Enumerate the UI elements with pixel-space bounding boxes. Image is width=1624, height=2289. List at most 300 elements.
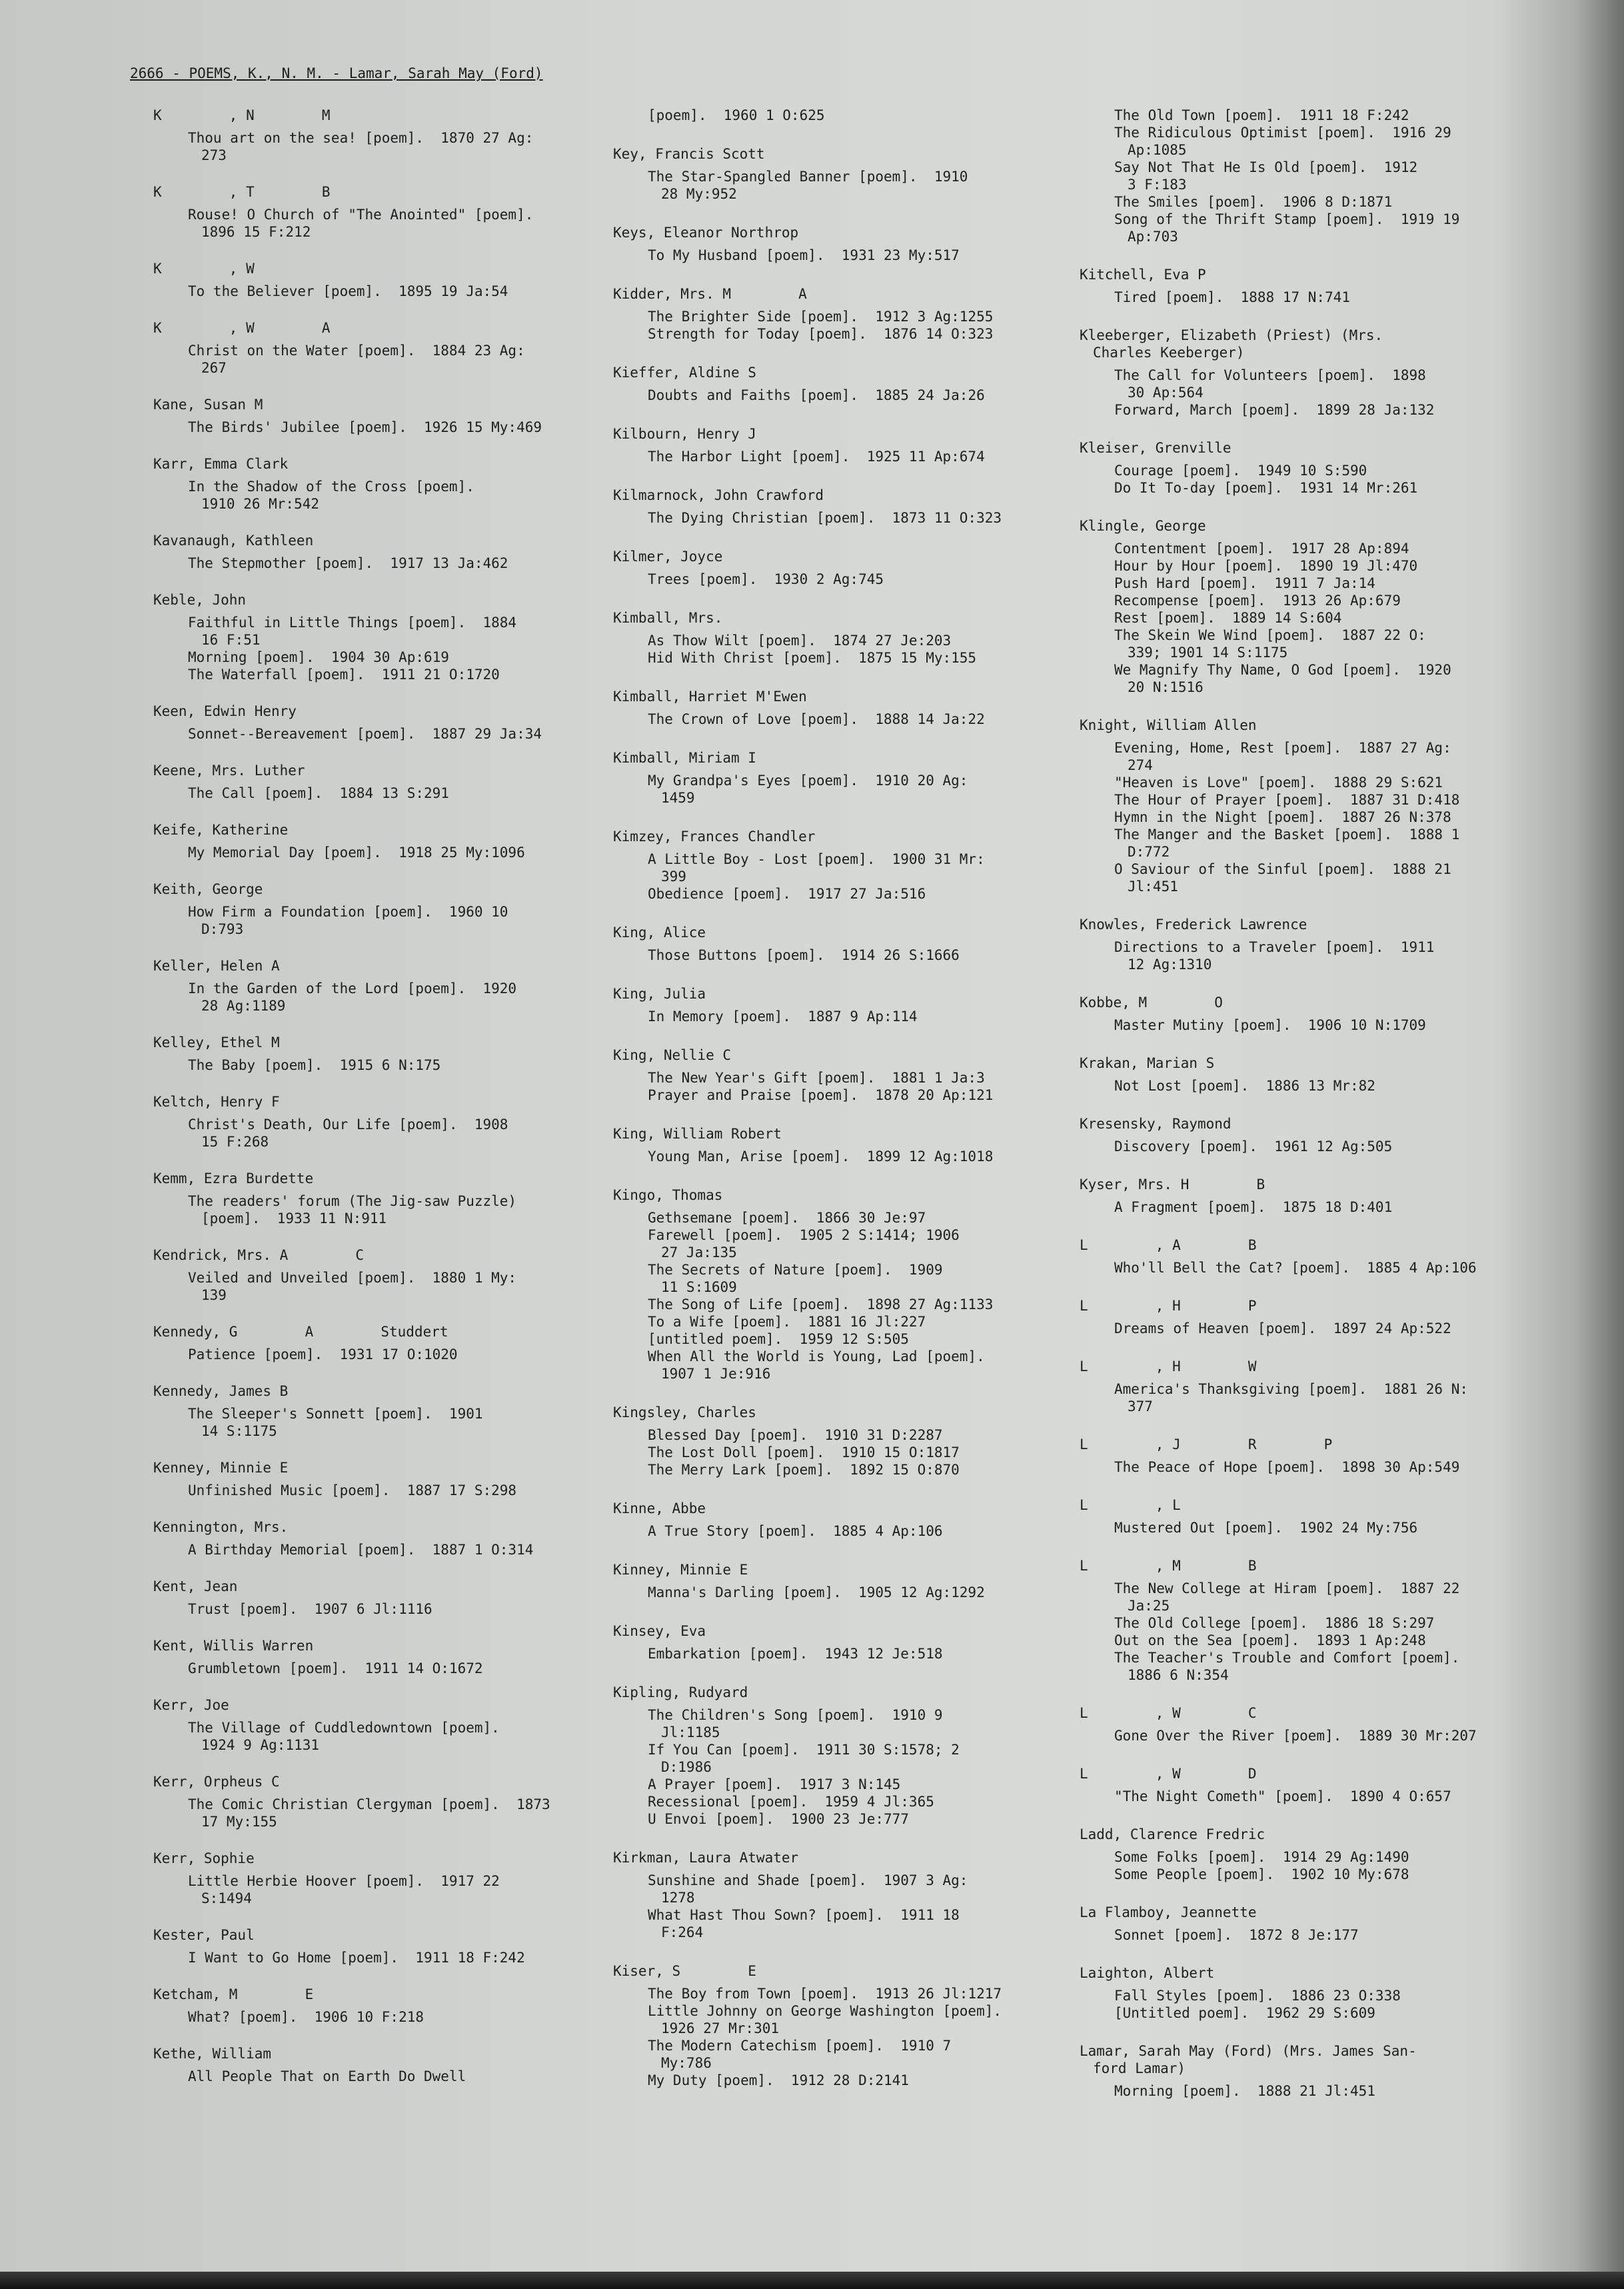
index-entry: [1080, 1115, 1546, 1155]
index-entry: [153, 1246, 573, 1304]
work-citation: [648, 1444, 1066, 1461]
author-name: [1080, 1055, 1546, 1072]
work-citation: [188, 1719, 573, 1754]
line: Christ's Death, Our Life [poem]. 1908: [188, 1117, 508, 1133]
index-entry: [1080, 2042, 1546, 2100]
index-entry: [153, 1637, 573, 1677]
line: K , T B: [153, 184, 331, 200]
line: In the Shadow of the Cross [poem].: [188, 479, 474, 495]
line: Out on the Sea [poem]. 1893 1 Ap:248: [1114, 1632, 1426, 1648]
line: Fall Styles [poem]. 1886 23 O:338: [1114, 1988, 1401, 2004]
line: The Children's Song [poem]. 1910 9: [648, 1707, 943, 1723]
author-name: [153, 1459, 573, 1476]
continued-line: D:793: [201, 921, 244, 937]
work-citation: [188, 419, 573, 436]
author-name: [613, 1404, 1066, 1421]
author-name: [1080, 439, 1546, 457]
index-entry: [153, 107, 573, 164]
work-citation: [648, 1426, 1066, 1444]
index-entry: [1080, 327, 1546, 419]
work-citation: [648, 1793, 1066, 1810]
work-citation: [1114, 1519, 1546, 1536]
line: Kitchell, Eva P: [1080, 267, 1206, 283]
line: Grumbletown [poem]. 1911 14 O:1672: [188, 1660, 483, 1676]
line: The Harbor Light [poem]. 1925 11 Ap:674: [648, 449, 985, 465]
work-citation: [648, 649, 1066, 667]
line: Kerr, Orpheus C: [153, 1774, 280, 1790]
work-citation: [1114, 609, 1546, 627]
line: Kimball, Mrs.: [613, 610, 723, 626]
work-citation: [188, 649, 573, 666]
line: Kidder, Mrs. M A: [613, 286, 807, 302]
line: Christ on the Water [poem]. 1884 23 Ag:: [188, 343, 525, 359]
author-name: [153, 1637, 573, 1654]
line: Ladd, Clarence Fredric: [1080, 1826, 1265, 1842]
line: Kilmarnock, John Crawford: [613, 487, 824, 503]
index-entry: [613, 1500, 1066, 1540]
author-name: [613, 828, 1066, 845]
continued-line: 30 Ap:564: [1128, 385, 1204, 401]
line: Doubts and Faiths [poem]. 1885 24 Ja:26: [648, 387, 985, 403]
continued-line: ford Lamar): [1093, 2060, 1186, 2076]
line: K , N M: [153, 107, 331, 123]
line: Keller, Helen A: [153, 958, 280, 974]
work-citation: [188, 785, 573, 802]
index-entry: [153, 1696, 573, 1754]
author-name: [153, 1246, 573, 1264]
work-citation: [188, 1482, 573, 1499]
line: L , W C: [1080, 1705, 1257, 1721]
line: Evening, Home, Rest [poem]. 1887 27 Ag:: [1114, 740, 1451, 756]
work-citation: [188, 1116, 573, 1150]
index-entry: [613, 224, 1066, 264]
line: Little Johnny on George Washington [poem].: [648, 2003, 1002, 2019]
line: Karr, Emma Clark: [153, 456, 289, 472]
author-name: [1080, 517, 1546, 535]
line: Kane, Susan M: [153, 397, 263, 413]
line: King, Julia: [613, 986, 706, 1002]
author-name: [153, 1382, 573, 1400]
work-citation: [188, 283, 573, 300]
line: Veiled and Unveiled [poem]. 1880 1 My:: [188, 1270, 517, 1286]
line: Kelley, Ethel M: [153, 1035, 280, 1051]
line: Kingsley, Charles: [613, 1404, 756, 1420]
index-entry: [613, 145, 1066, 203]
work-citation: [1114, 2082, 1546, 2100]
work-citation: [648, 448, 1066, 465]
index-entry: [613, 487, 1066, 527]
work-citation: [1114, 479, 1546, 497]
work-citation: [648, 308, 1066, 325]
line: Sonnet--Bereavement [poem]. 1887 29 Ja:34: [188, 726, 542, 742]
work-citation: [1114, 592, 1546, 609]
work-citation: [188, 903, 573, 938]
index-entry: [153, 591, 573, 683]
author-name: [613, 1849, 1066, 1866]
line: Recompense [poem]. 1913 26 Ap:679: [1114, 593, 1401, 609]
continued-line: 267: [201, 360, 227, 376]
work-citation: [188, 1541, 573, 1558]
line: L , H W: [1080, 1358, 1257, 1374]
index-entry: [153, 396, 573, 436]
work-citation: [1114, 1632, 1546, 1649]
line: Kilbourn, Henry J: [613, 426, 756, 442]
work-citation: [648, 247, 1066, 264]
continued-line: 1278: [661, 1890, 695, 1906]
line: Kemm, Ezra Burdette: [153, 1170, 314, 1186]
index-entry: [1080, 1436, 1546, 1476]
continued-line: 1926 27 Mr:301: [661, 2020, 780, 2036]
work-citation: [648, 1872, 1066, 1906]
index-entry: [153, 881, 573, 938]
index-entry: [1080, 266, 1546, 306]
line: What Hast Thou Sown? [poem]. 1911 18: [648, 1907, 960, 1923]
index-entry: [1080, 1358, 1546, 1415]
work-citation: [1114, 1649, 1546, 1684]
author-name: [613, 609, 1066, 627]
index-entry: [153, 957, 573, 1015]
work-citation: [1114, 1926, 1546, 1944]
index-entry: [613, 1404, 1066, 1478]
line: Morning [poem]. 1904 30 Ap:619: [188, 649, 449, 665]
index-entry: [1080, 1236, 1546, 1276]
author-name: [153, 260, 573, 277]
line: Tired [poem]. 1888 17 N:741: [1114, 289, 1351, 305]
index-entry: [153, 1986, 573, 2026]
line: [Untitled poem]. 1962 29 S:609: [1114, 2005, 1375, 2021]
line: As Thow Wilt [poem]. 1874 27 Je:203: [648, 633, 952, 649]
line: U Envoi [poem]. 1900 23 Je:777: [648, 1811, 909, 1827]
continued-line: Jl:451: [1128, 879, 1178, 895]
continued-line: Ja:25: [1128, 1598, 1170, 1614]
line: The Waterfall [poem]. 1911 21 O:1720: [188, 667, 500, 683]
work-citation: [648, 1008, 1066, 1025]
author-name: [153, 455, 573, 473]
line: Kennedy, James B: [153, 1383, 289, 1399]
author-name: [613, 145, 1066, 163]
continued-line: My:786: [661, 2055, 712, 2071]
work-citation: [188, 555, 573, 572]
work-citation: [648, 107, 1066, 124]
continued-line: Ap:1085: [1128, 142, 1187, 158]
line: The Ridiculous Optimist [poem]. 1916 29: [1114, 125, 1451, 141]
line: Kiser, S E: [613, 1963, 756, 1979]
continued-line: Jl:1185: [661, 1724, 720, 1740]
work-citation: [188, 1405, 573, 1440]
index-entry: [153, 183, 573, 241]
work-citation: [648, 509, 1066, 527]
index-entry: [613, 1622, 1066, 1662]
author-name: [613, 1186, 1066, 1204]
author-name: [153, 1093, 573, 1111]
continued-line: 1886 6 N:354: [1128, 1667, 1229, 1683]
work-citation: [1114, 1320, 1546, 1337]
author-name: [1080, 1297, 1546, 1314]
index-entry: [153, 762, 573, 802]
line: Kerr, Joe: [153, 1697, 229, 1713]
author-name: [153, 1323, 573, 1340]
work-citation: [648, 2072, 1066, 2089]
line: Kimzey, Frances Chandler: [613, 829, 816, 845]
line: Strength for Today [poem]. 1876 14 O:323: [648, 326, 994, 342]
work-citation: [648, 1522, 1066, 1540]
line: K , W: [153, 261, 255, 277]
line: Kinne, Abbe: [613, 1500, 706, 1516]
index-entry: [1080, 916, 1546, 973]
work-citation: [648, 168, 1066, 203]
author-name: [1080, 1496, 1546, 1514]
line: Kieffer, Aldine S: [613, 365, 756, 381]
work-citation: [188, 725, 573, 743]
continued-line: 1907 1 Je:916: [661, 1366, 771, 1382]
line: Kerr, Sophie: [153, 1850, 255, 1866]
index-entry: [1080, 1297, 1546, 1337]
work-citation: [1114, 1458, 1546, 1476]
line: The Call [poem]. 1884 13 S:291: [188, 785, 449, 801]
author-name: [1080, 1176, 1546, 1193]
author-name: [1080, 1904, 1546, 1921]
index-entry: [1080, 994, 1546, 1034]
line: The Boy from Town [poem]. 1913 26 Jl:1217: [648, 1986, 1002, 2002]
line: Who'll Bell the Cat? [poem]. 1885 4 Ap:106: [1114, 1260, 1477, 1276]
index-entry: [1080, 1496, 1546, 1536]
work-citation: [648, 947, 1066, 964]
line: The Manger and the Basket [poem]. 1888 1: [1114, 827, 1460, 843]
continued-line: 20 N:1516: [1128, 679, 1204, 695]
author-name: [153, 2045, 573, 2062]
work-citation: [648, 2037, 1066, 2072]
work-citation: [648, 1226, 1066, 1261]
index-entry: [613, 548, 1066, 588]
index-entry: [153, 1323, 573, 1363]
index-entry: [613, 1561, 1066, 1601]
line: When All the World is Young, Lad [poem].: [648, 1348, 985, 1364]
line: Kent, Jean: [153, 1578, 238, 1594]
line: The Song of Life [poem]. 1898 27 Ag:1133: [648, 1296, 994, 1312]
index-entry: [1080, 1055, 1546, 1095]
author-name: [153, 1170, 573, 1187]
line: Trees [poem]. 1930 2 Ag:745: [648, 571, 884, 587]
author-name: [1080, 1704, 1546, 1722]
work-citation: [188, 206, 573, 241]
work-citation: [1114, 107, 1546, 124]
line: If You Can [poem]. 1911 30 S:1578; 2: [648, 1742, 960, 1758]
index-entry: [1080, 1826, 1546, 1883]
continued-line: 1924 9 Ag:1131: [201, 1737, 320, 1753]
line: Kleeberger, Elizabeth (Priest) (Mrs.: [1080, 327, 1383, 343]
work-citation: [648, 885, 1066, 903]
continued-line: 1459: [661, 790, 695, 806]
author-name: [613, 425, 1066, 443]
column-1: [153, 107, 573, 2104]
continued-line: 3 F:183: [1128, 177, 1187, 193]
index-entry: [153, 1926, 573, 1966]
line: How Firm a Foundation [poem]. 1960 10: [188, 904, 508, 920]
continued-line: F:264: [661, 1924, 704, 1940]
line: "Heaven is Love" [poem]. 1888 29 S:621: [1114, 775, 1443, 791]
work-citation: [1114, 661, 1546, 696]
author-name: [1080, 916, 1546, 933]
line: Young Man, Arise [poem]. 1899 12 Ag:1018: [648, 1148, 994, 1164]
line: Faithful in Little Things [poem]. 1884: [188, 615, 517, 631]
line: The Smiles [poem]. 1906 8 D:1871: [1114, 194, 1393, 210]
author-name: [153, 396, 573, 413]
line: My Grandpa's Eyes [poem]. 1910 20 Ag:: [648, 773, 968, 789]
work-citation: [648, 1209, 1066, 1226]
line: Some Folks [poem]. 1914 29 Ag:1490: [1114, 1849, 1409, 1865]
index-entry: [613, 924, 1066, 964]
author-name: [1080, 1826, 1546, 1843]
line: Not Lost [poem]. 1886 13 Mr:82: [1114, 1078, 1375, 1094]
line: The Merry Lark [poem]. 1892 15 O:870: [648, 1462, 960, 1478]
line: The Hour of Prayer [poem]. 1887 31 D:418: [1114, 792, 1460, 808]
work-citation: [648, 387, 1066, 404]
index-entry: [613, 364, 1066, 404]
line: Manna's Darling [poem]. 1905 12 Ag:1292: [648, 1584, 985, 1600]
index-entry: [1080, 1557, 1546, 1684]
line: The Old Town [poem]. 1911 18 F:242: [1114, 107, 1409, 123]
line: Klingle, George: [1080, 518, 1206, 534]
author-name: [153, 957, 573, 975]
index-entry: [613, 1962, 1066, 2089]
work-citation: [188, 1796, 573, 1830]
line: Say Not That He Is Old [poem]. 1912: [1114, 159, 1418, 175]
index-entry: [153, 1459, 573, 1499]
author-name: [153, 1773, 573, 1790]
index-entry: [613, 1047, 1066, 1104]
work-citation: [188, 1660, 573, 1677]
line: A True Story [poem]. 1885 4 Ap:106: [648, 1523, 943, 1539]
line: The Stepmother [poem]. 1917 13 Ja:462: [188, 555, 508, 571]
index-entry: [613, 425, 1066, 465]
continued-line: 1910 26 Mr:542: [201, 496, 320, 512]
page-header: 2666 - POEMS, K., N. M. - Lamar, Sarah May (Ford): [130, 65, 543, 81]
line: Kimball, Miriam I: [613, 750, 756, 766]
line: Morning [poem]. 1888 21 Jl:451: [1114, 2083, 1375, 2099]
work-citation: [648, 1906, 1066, 1941]
line: A Fragment [poem]. 1875 18 D:401: [1114, 1199, 1393, 1215]
author-name: [613, 1684, 1066, 1701]
line: To My Husband [poem]. 1931 23 My:517: [648, 247, 960, 263]
line: Kingo, Thomas: [613, 1187, 723, 1203]
work-citation: [1114, 401, 1546, 419]
continued-line: 274: [1128, 757, 1153, 773]
line: Kresensky, Raymond: [1080, 1116, 1231, 1132]
continued-line: Charles Keeberger): [1093, 345, 1245, 361]
index-entry: [1080, 1704, 1546, 1744]
continued-line: [poem]. 1933 11 N:911: [201, 1210, 387, 1226]
continued-line: D:1986: [661, 1759, 712, 1775]
author-name: [613, 487, 1066, 504]
author-name: [613, 688, 1066, 705]
line: The Teacher's Trouble and Comfort [poem].: [1114, 1650, 1460, 1666]
author-name: [613, 985, 1066, 1003]
author-name: [153, 319, 573, 337]
line: O Saviour of the Sinful [poem]. 1888 21: [1114, 861, 1451, 877]
author-name: [613, 749, 1066, 767]
line: A Little Boy - Lost [poem]. 1900 31 Mr:: [648, 851, 985, 867]
author-name: [613, 1125, 1066, 1143]
author-name: [153, 1696, 573, 1714]
line: The Secrets of Nature [poem]. 1909: [648, 1262, 943, 1278]
line: The Modern Catechism [poem]. 1910 7: [648, 2038, 952, 2054]
line: My Memorial Day [poem]. 1918 25 My:1096: [188, 845, 525, 861]
index-entry: [153, 1518, 573, 1558]
line: The Comic Christian Clergyman [poem]. 1873: [188, 1796, 550, 1812]
continued-line: Ap:703: [1128, 229, 1178, 245]
work-citation: [1114, 462, 1546, 479]
line: To a Wife [poem]. 1881 16 Jl:227: [648, 1314, 926, 1330]
line: The Call for Volunteers [poem]. 1898: [1114, 367, 1426, 383]
line: Key, Francis Scott: [613, 146, 765, 162]
line: The Birds' Jubilee [poem]. 1926 15 My:469: [188, 419, 542, 435]
work-citation: [648, 1985, 1066, 2002]
index-entry: [613, 985, 1066, 1025]
work-citation: [1114, 627, 1546, 661]
line: Kendrick, Mrs. A C: [153, 1247, 365, 1263]
line: All People That on Earth Do Dwell: [188, 2068, 466, 2084]
work-citation: [188, 2068, 573, 2085]
author-name: [1080, 1436, 1546, 1453]
work-citation: [1114, 1848, 1546, 1866]
line: Kennedy, G A Studdert: [153, 1324, 448, 1340]
work-citation: [1114, 211, 1546, 245]
line: Keife, Katherine: [153, 822, 289, 838]
continued-line: 11 S:1609: [661, 1279, 737, 1295]
line: America's Thanksgiving [poem]. 1881 26 N:: [1114, 1381, 1469, 1397]
line: In the Garden of the Lord [poem]. 1920: [188, 981, 517, 997]
work-citation: [648, 1584, 1066, 1601]
continued-line: 28 Ag:1189: [201, 998, 286, 1014]
index-entry: [153, 703, 573, 743]
work-citation: [1114, 193, 1546, 211]
line: The Star-Spangled Banner [poem]. 1910: [648, 169, 968, 185]
work-citation: [1114, 1614, 1546, 1632]
author-name: [1080, 1557, 1546, 1574]
line: Forward, March [poem]. 1899 28 Ja:132: [1114, 402, 1435, 418]
index-entry: [1080, 1964, 1546, 2022]
line: Some People [poem]. 1902 10 My:678: [1114, 1866, 1409, 1882]
work-citation: [1114, 1380, 1546, 1415]
line: Kent, Willis Warren: [153, 1638, 314, 1654]
work-citation: [1114, 1727, 1546, 1744]
work-citation: [1114, 1580, 1546, 1614]
line: King, Nellie C: [613, 1047, 732, 1063]
author-name: [153, 703, 573, 720]
line: The Peace of Hope [poem]. 1898 30 Ap:549: [1114, 1459, 1460, 1475]
continued-line: D:772: [1128, 844, 1170, 860]
continued-line: 28 My:952: [661, 186, 737, 202]
index-entry: [153, 1773, 573, 1830]
author-name: [153, 881, 573, 898]
line: "The Night Cometh" [poem]. 1890 4 O:657: [1114, 1788, 1451, 1804]
continued-line: 139: [201, 1287, 227, 1303]
line: Knight, William Allen: [1080, 717, 1257, 733]
author-name: [153, 1850, 573, 1867]
line: Ketcham, M E: [153, 1986, 314, 2002]
index-entry: [153, 1170, 573, 1227]
work-citation: [1114, 124, 1546, 159]
work-citation: [188, 666, 573, 683]
index-entry: [613, 1125, 1066, 1165]
line: Patience [poem]. 1931 17 O:1020: [188, 1346, 458, 1362]
line: Hid With Christ [poem]. 1875 15 My:155: [648, 650, 977, 666]
line: Gone Over the River [poem]. 1889 30 Mr:207: [1114, 1728, 1477, 1744]
line: L , H P: [1080, 1298, 1257, 1314]
index-entry: [153, 1034, 573, 1074]
line: A Birthday Memorial [poem]. 1887 1 O:314: [188, 1542, 534, 1558]
line: [untitled poem]. 1959 12 S:505: [648, 1331, 909, 1347]
